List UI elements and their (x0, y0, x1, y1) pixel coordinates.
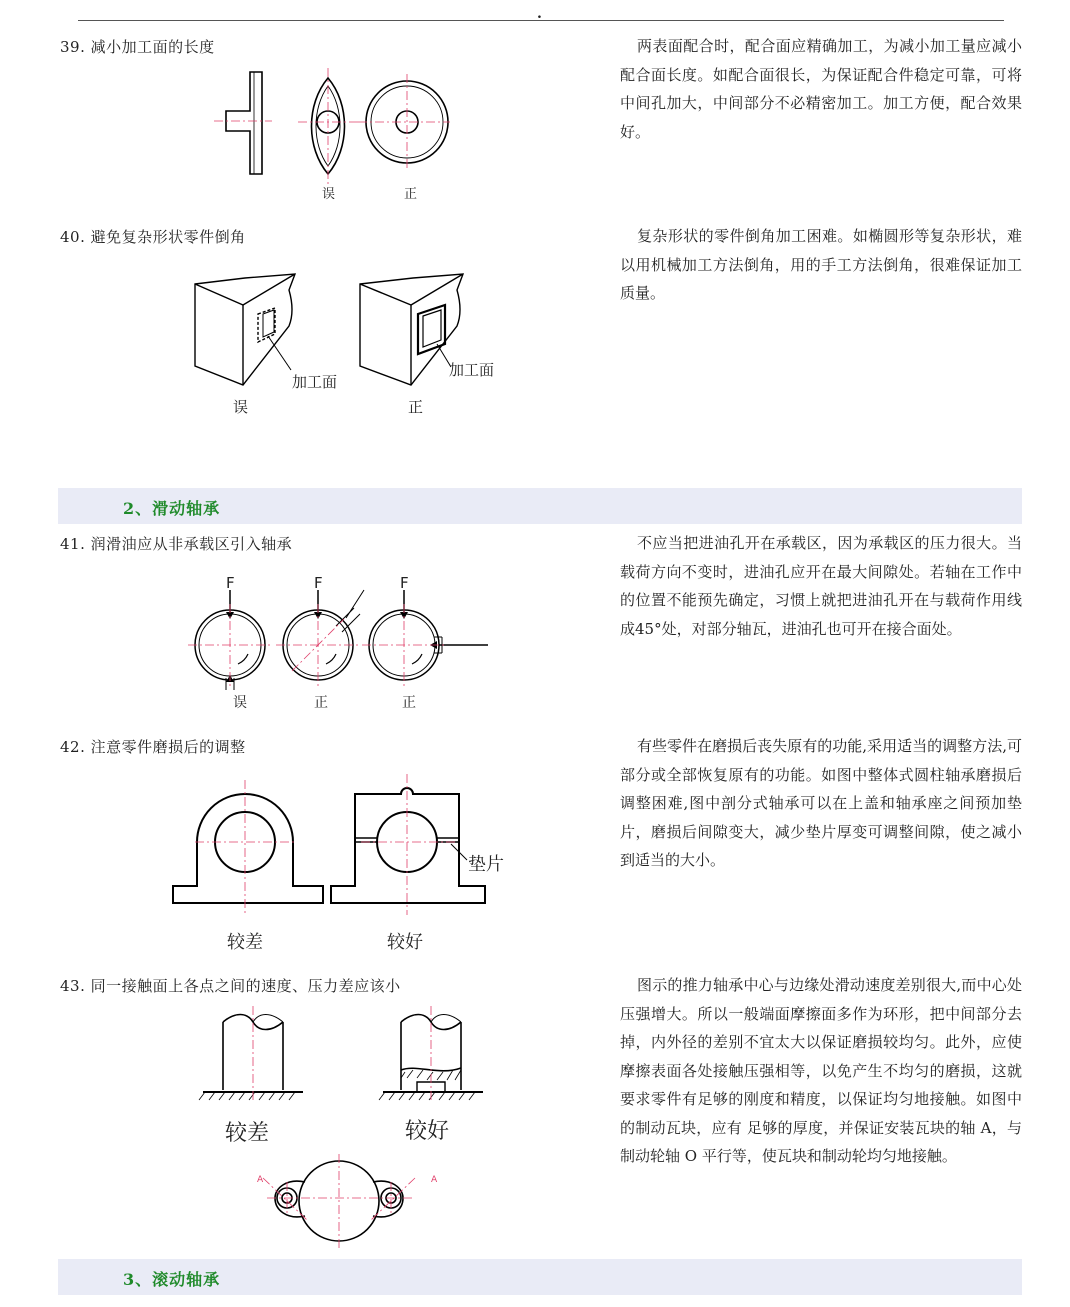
header-dot: . (537, 6, 542, 22)
item-41-title: 41. 润滑油应从非承载区引入轴承 (60, 535, 293, 553)
fig43-label-better: 较好 (405, 1119, 450, 1144)
fig43-label-worse: 较差 (225, 1121, 270, 1146)
fig41-label-right-2: 正 (402, 695, 416, 711)
fig41-label-wrong: 误 (233, 695, 247, 711)
figure-41 (180, 570, 500, 715)
section-3-band (58, 1259, 1022, 1295)
section-2-band (58, 488, 1022, 524)
figure-40 (185, 270, 525, 425)
fig39-label-wrong: 误 (322, 187, 336, 202)
fig43-axis-a-right: A (431, 1175, 438, 1185)
fig41-force-1: F (226, 574, 235, 592)
section-2-title: 2、滑动轴承 (123, 499, 221, 518)
fig43-axis-a-left: A (257, 1175, 264, 1185)
fig40-label-right: 正 (408, 398, 424, 416)
section-3-title: 3、滚动轴承 (123, 1270, 221, 1289)
item-40-description: 复杂形状的零件倒角加工困难。如椭圆形等复杂形状，难以用机械加工方法倒角，用的手工方法倒角，很难保证加工质量。 (620, 227, 1022, 302)
fig40-label-surface-right: 加工面 (449, 361, 495, 379)
fig41-force-3: F (400, 574, 409, 592)
fig41-force-2: F (314, 574, 323, 592)
fig42-label-worse: 较差 (227, 932, 263, 953)
item-40-title: 40. 避免复杂形状零件倒角 (60, 228, 246, 246)
item-42-description: 有些零件在磨损后丧失原有的功能,采用适当的调整方法,可部分或全部恢复原有的功能。如图中整体式圆柱轴承磨损后调整困难,图中剖分式轴承可以在上盖和轴承座之间预加垫片，磨损后间隙变大，减少垫片厚变可调整间隙，使之减小到适当的大小。 (620, 737, 1022, 869)
item-42-title: 42. 注意零件磨损后的调整 (60, 738, 246, 756)
item-39-description: 两表面配合时，配合面应精确加工，为减小加工量应减小配合面长度。如配合面很长，为保证配合件稳定可靠，可将中间孔加大，中间部分不必精密加工。加工方便，配合效果好。 (620, 37, 1022, 141)
item-43-description: 图示的推力轴承中心与边缘处滑动速度差别很大,而中心处压强增大。所以一般端面摩擦面多作为环形，把中间部分去掉，内外径的差别不宜太大以保证磨损较均匀。此外，应使摩擦表面各处接触压强相等，以免产生不均匀的磨损，这就要求零件有足够的刚度和精度，以保证均匀地接触。如图中的制动瓦块，应有 足够的厚度，并保证安装瓦块的轴 A，与制动轮轴 O 平行等，使瓦块和制动轮均匀地接触。 (620, 976, 1022, 1165)
item-39-title: 39. 减小加工面的长度 (60, 38, 215, 56)
figure-43 (195, 1006, 495, 1251)
fig40-label-surface-left: 加工面 (292, 373, 338, 391)
figure-42 (165, 770, 525, 960)
fig42-label-better: 较好 (387, 932, 423, 953)
item-41-description: 不应当把进油孔开在承载区，因为承载区的压力很大。当载荷方向不变时，进油孔应开在最大间隙处。若轴在工作中的位置不能预先确定，习惯上就把进油孔开在与载荷作用线成45°处，对部分轴瓦，进油孔也可开在接合面处。 (620, 534, 1022, 638)
fig39-label-right: 正 (404, 187, 418, 202)
item-43-title: 43. 同一接触面上各点之间的速度、压力差应该小 (60, 977, 401, 995)
figure-39 (210, 62, 450, 207)
fig40-label-wrong: 误 (233, 398, 249, 416)
fig41-label-right-1: 正 (314, 695, 328, 711)
fig42-label-shim: 垫片 (468, 854, 504, 875)
